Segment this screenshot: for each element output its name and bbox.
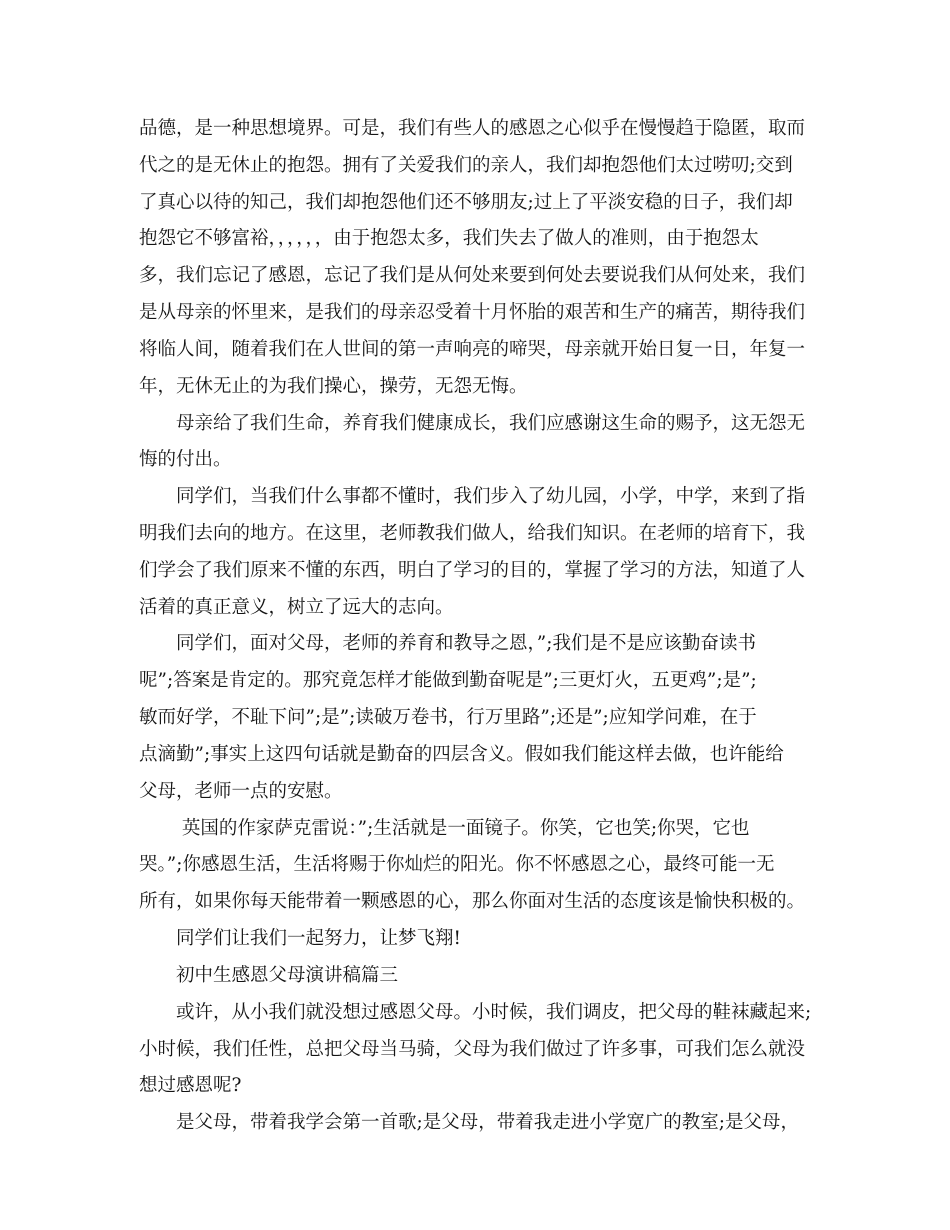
text-line: 或许，从小我们就没想过感恩父母。小时候，我们调皮，把父母的鞋袜藏起来;: [139, 1002, 812, 1023]
text-line: 小时候，我们任性，总把父母当马骑，父母为我们做过了许多事，可我们怎么就没: [139, 1039, 806, 1060]
text-line: 所有，如果你每天能带着一颗感恩的心，那么你面对生活的态度该是愉快积极的。: [139, 891, 806, 912]
text-line: 点滴勤”;事实上这四句话就是勤奋的四层含义。假如我们能这样去做，也许能给: [139, 744, 784, 765]
text-line: 抱怨它不够富裕，，，，，，由于抱怨太多，我们失去了做人的准则，由于抱怨太: [139, 228, 759, 249]
text-line: 同学们，面对父母，老师的养育和教导之恩，”;我们是不是应该勤奋读书: [139, 633, 756, 654]
text-line: 活着的真正意义，树立了远大的志向。: [139, 597, 454, 618]
text-line: 呢”;答案是肯定的。那究竟怎样才能做到勤奋呢是”;三更灯火，五更鸡”;是”;: [139, 670, 757, 691]
text-line: 英国的作家萨克雷说：”;生活就是一面镜子。你笑，它也笑;你哭，它也: [139, 818, 750, 839]
text-line: 哭。”;你感恩生活，生活将赐于你灿烂的阳光。你不怀感恩之心，最终可能一无: [139, 854, 775, 875]
text-line: 年，无休无止的为我们操心，操劳，无怨无悔。: [139, 376, 528, 397]
text-line: 们学会了我们原来不懂的东西，明白了学习的目的，掌握了学习的方法，知道了人: [139, 560, 806, 581]
text-line: 了真心以待的知己，我们却抱怨他们还不够朋友;过上了平淡安稳的日子，我们却: [139, 192, 793, 213]
text-line: 母亲给了我们生命，养育我们健康成长，我们应感谢这生命的赐予，这无怨无: [139, 413, 806, 434]
text-line: 明我们去向的地方。在这里，老师教我们做人，给我们知识。在老师的培育下，我: [139, 523, 806, 544]
text-line: 想过感恩呢?: [139, 1075, 242, 1096]
text-line: 是从母亲的怀里来，是我们的母亲忍受着十月怀胎的艰苦和生产的痛苦，期待我们: [139, 302, 806, 323]
text-line: 是父母，带着我学会第一首歌;是父母，带着我走进小学宽广的教室;是父母，: [139, 1112, 799, 1133]
text-line: 代之的是无休止的抱怨。拥有了关爱我们的亲人，我们却抱怨他们太过唠叨;交到: [139, 155, 793, 176]
text-line: 悔的付出。: [139, 449, 232, 470]
text-line: 父母，老师一点的安慰。: [139, 781, 343, 802]
text-line: 同学们让我们一起努力，让梦飞翔!: [139, 928, 461, 949]
section-heading: 初中生感恩父母演讲稿篇三: [139, 965, 399, 986]
text-line: 品德，是一种思想境界。可是，我们有些人的感恩之心似乎在慢慢趋于隐匿，取而: [139, 118, 806, 139]
text-line: 敏而好学，不耻下问”;是”;读破万卷书，行万里路”;还是”;应知学问难，在于: [139, 707, 757, 728]
text-line: 多，我们忘记了感恩，忘记了我们是从何处来要到何处去要说我们从何处来，我们: [139, 265, 806, 286]
text-line: 将临人间，随着我们在人世间的第一声响亮的啼哭，母亲就开始日复一日，年复一: [139, 339, 806, 360]
text-line: 同学们，当我们什么事都不懂时，我们步入了幼儿园，小学，中学，来到了指: [139, 486, 806, 507]
